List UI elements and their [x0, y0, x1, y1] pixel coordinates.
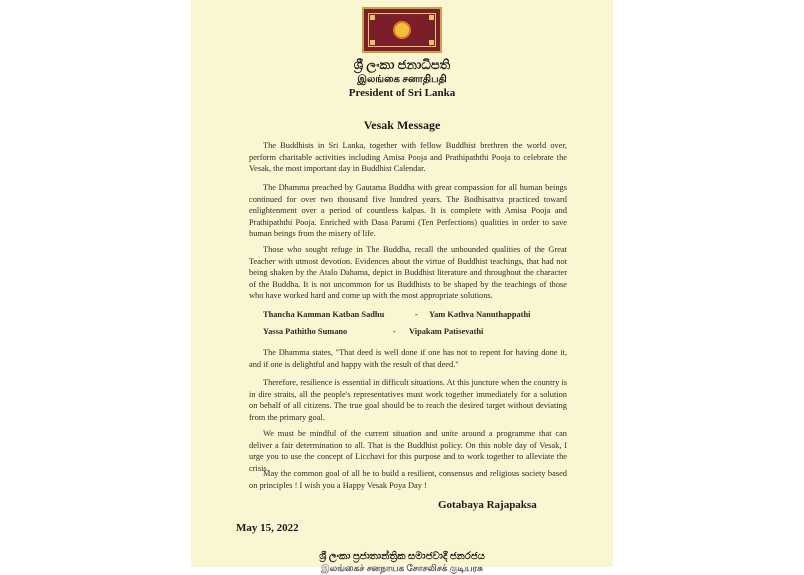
paragraph-6: We must be mindful of the current situation and unite around a programme that can deliver a fair determination to all. That is the Buddhist policy. On this noble day of Vesak, I urge you to use the concept of Licchavi for this purpose and to work together to alleviate the crisis. [249, 429, 567, 473]
footer-sinhala: ශ්‍රී ලංකා ප්‍රජාතාන්ත්‍රික සමාජවාදී ජනරජය [319, 551, 485, 562]
verse-line-2-right: Vipakam Patisevathi [409, 327, 484, 336]
presidential-flag-emblem-icon [362, 7, 442, 53]
letter-page [191, 0, 613, 573]
paragraph-1: The Buddhists in Sri Lanka, together with fellow Buddhist brethren the world over, perform charitable activities including Amisa Pooja and Prathipaththi Pooja to celebrate the Vesak, the most important day in Buddhist Calendar. [249, 141, 567, 174]
verse-line-1-left: Thancha Kamman Katban Sadhu [263, 310, 385, 319]
verse-line-2-left: Yassa Pathitho Sumano [263, 327, 348, 336]
paragraph-7: May the common goal of all be to build a resilient, consensus and religious society based on principles ! I wish you a Happy Vesak Poya Day ! [249, 469, 567, 490]
verse-line-2-dash: - [393, 327, 396, 336]
paragraph-5: Therefore, resilience is essential in difficult situations. At this juncture when the country is in dire straits, all the people's representatives must work together immediately for a solution on behalf of all citizens. The true goal should be to reach the desired target without deviating from the primary goal. [249, 378, 567, 422]
letterhead-english: President of Sri Lanka [348, 87, 456, 99]
letterhead-sinhala: ශ්‍රී ලංකා ජනාධිපති [353, 57, 451, 72]
footer-second-line: இலங்கைச் சனநாயக சோசலிசக் குடியரசு [320, 563, 484, 573]
paragraph-3: Those who sought refuge in The Buddha, recall the unbounded qualities of the Great Teacher with utmost devotion. Evidences about the virtue of Buddhist teachings, that had not being shaken by the Atalo Dahama, depict in Buddhist literature and throughout the character of the Buddha. It is not uncommon for us Buddhists to be shaped by the teachings of those who have worked hard and come up with the most appropriate solutions. [249, 245, 567, 301]
letterhead-tamil: இலங்கை சனாதிபதி [357, 74, 447, 85]
letter-date: May 15, 2022 [236, 522, 299, 534]
paragraph-2: The Dhamma preached by Gautama Buddha with great compassion for all human beings continued for over two thousand five hundred years. The Bodhisattva practiced toward enlightenment over a period of countless kalpas. It is complete with Amisa Pooja and Prathipaththi Pooja. Enriched with Dasa Parami (Ten Perfections) qualities in order to save human beings from the misery of life. [249, 183, 567, 239]
signature-name: Gotabaya Rajapaksa [438, 499, 537, 511]
message-title: Vesak Message [363, 118, 441, 132]
verse-line-1-right: Yam Kathva Nanuthappathi [429, 310, 531, 319]
paragraph-4: The Dhamma states, "That deed is well done if one has not to repent for having done it, and if one is delightful and happy with the result of that deed." [249, 348, 567, 369]
verse-line-1-dash: - [415, 310, 418, 319]
